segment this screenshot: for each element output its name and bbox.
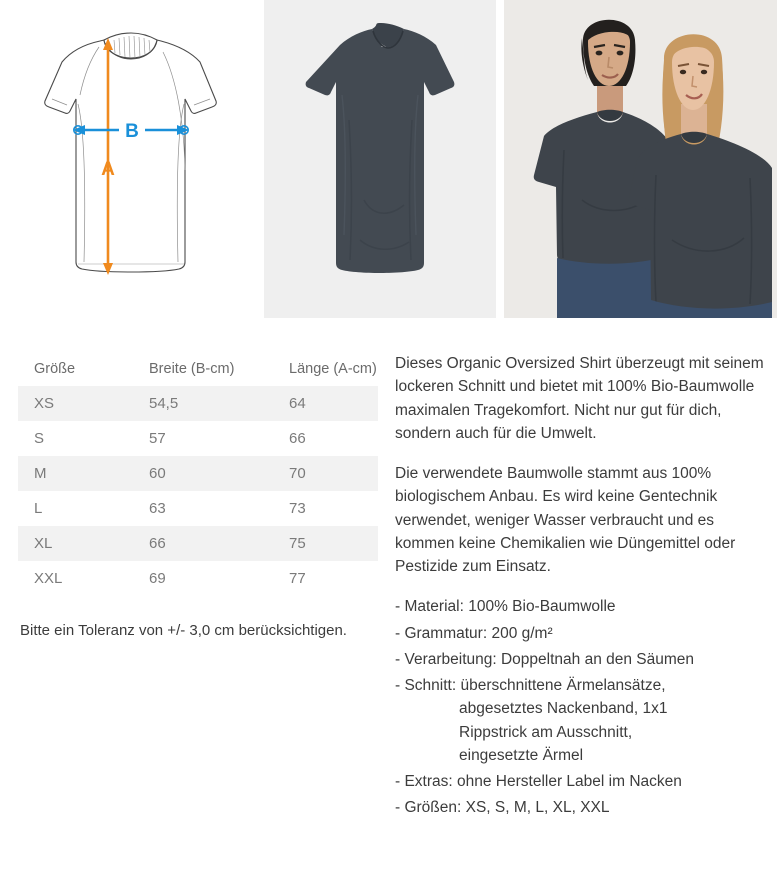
cell-width: 63 — [149, 500, 166, 517]
description-column — [395, 352, 777, 823]
header-size: Größe — [34, 361, 76, 377]
oversized-shirt-product-icon — [264, 0, 496, 318]
header-width: Breite (B-cm) — [149, 361, 235, 377]
specs-list — [395, 595, 769, 819]
cell-width: 69 — [149, 570, 166, 587]
cell-length: 77 — [289, 570, 306, 587]
spec-schnitt-line-3: Rippstrick am Ausschnitt, — [459, 723, 633, 741]
tshirt-technical-drawing-icon — [0, 0, 256, 318]
table-row — [18, 526, 378, 561]
spec-material: - Material: 100% Bio-Baumwolle — [395, 598, 616, 616]
product-details-section — [0, 352, 777, 823]
spec-schnitt-line-1: - Schnitt: überschnittene Ärmelansätze, — [395, 677, 666, 694]
models-wearing-shirt-icon — [504, 0, 777, 318]
table-row — [18, 421, 378, 456]
cell-width: 57 — [149, 430, 166, 447]
cell-size: M — [34, 465, 47, 482]
spec-schnitt — [395, 674, 769, 767]
cell-size: XL — [34, 535, 53, 552]
cell-size: S — [34, 430, 45, 447]
cell-size: L — [34, 500, 43, 517]
tolerance-note: Bitte ein Toleranz von +/- 3,0 cm berücksichtigen. — [20, 622, 347, 639]
cell-width: 66 — [149, 535, 166, 552]
models-photo-panel — [504, 0, 777, 318]
spec-grammatur: - Grammatur: 200 g/m² — [395, 624, 553, 642]
table-row — [18, 456, 378, 491]
cell-length: 66 — [289, 430, 306, 447]
cell-width: 60 — [149, 465, 166, 482]
table-row — [18, 491, 378, 526]
cell-length: 73 — [289, 500, 306, 517]
description-paragraph-2: Die verwendete Baumwolle stammt aus 100% biologischem Anbau. Es wird keine Gentechnik verwendet, weniger Wasser verbraucht und es kommen keine Chemikalien wie Düngemittel oder Pestizide zum Einsatz. — [395, 465, 736, 575]
length-label: A — [101, 159, 115, 180]
cell-width: 54,5 — [149, 395, 179, 412]
spec-extras: - Extras: ohne Hersteller Label im Nacken — [395, 773, 682, 790]
product-image-strip — [0, 0, 777, 318]
size-chart-table — [18, 352, 378, 596]
spec-verarbeitung: - Verarbeitung: Doppeltnah an den Säumen — [395, 650, 695, 668]
cell-size: XS — [34, 395, 55, 412]
cell-length: 75 — [289, 535, 306, 552]
cell-length: 64 — [289, 395, 306, 412]
measurement-drawing-panel — [0, 0, 256, 318]
table-header-row — [18, 352, 378, 386]
spec-schnitt-line-2: abgesetztes Nackenband, 1x1 — [459, 700, 668, 718]
description-paragraph-1: Dieses Organic Oversized Shirt überzeugt mit seinem lockeren Schnitt und bietet mit 100% Bio-Baumwolle maximalen Tragekomfort. Nicht nur gut für dich, sondern auch für die Umwelt. — [395, 355, 764, 442]
cell-length: 70 — [289, 465, 306, 482]
width-label: B — [125, 121, 139, 142]
spec-groessen: - Größen: XS, S, M, L, XL, XXL — [395, 799, 610, 817]
header-length: Länge (A-cm) — [289, 361, 377, 377]
table-row — [18, 561, 378, 596]
table-row — [18, 386, 378, 421]
spec-schnitt-line-4: eingesetzte Ärmel — [459, 746, 584, 764]
cell-size: XXL — [34, 570, 63, 587]
product-photo-panel — [264, 0, 496, 318]
size-table-column — [0, 352, 395, 823]
